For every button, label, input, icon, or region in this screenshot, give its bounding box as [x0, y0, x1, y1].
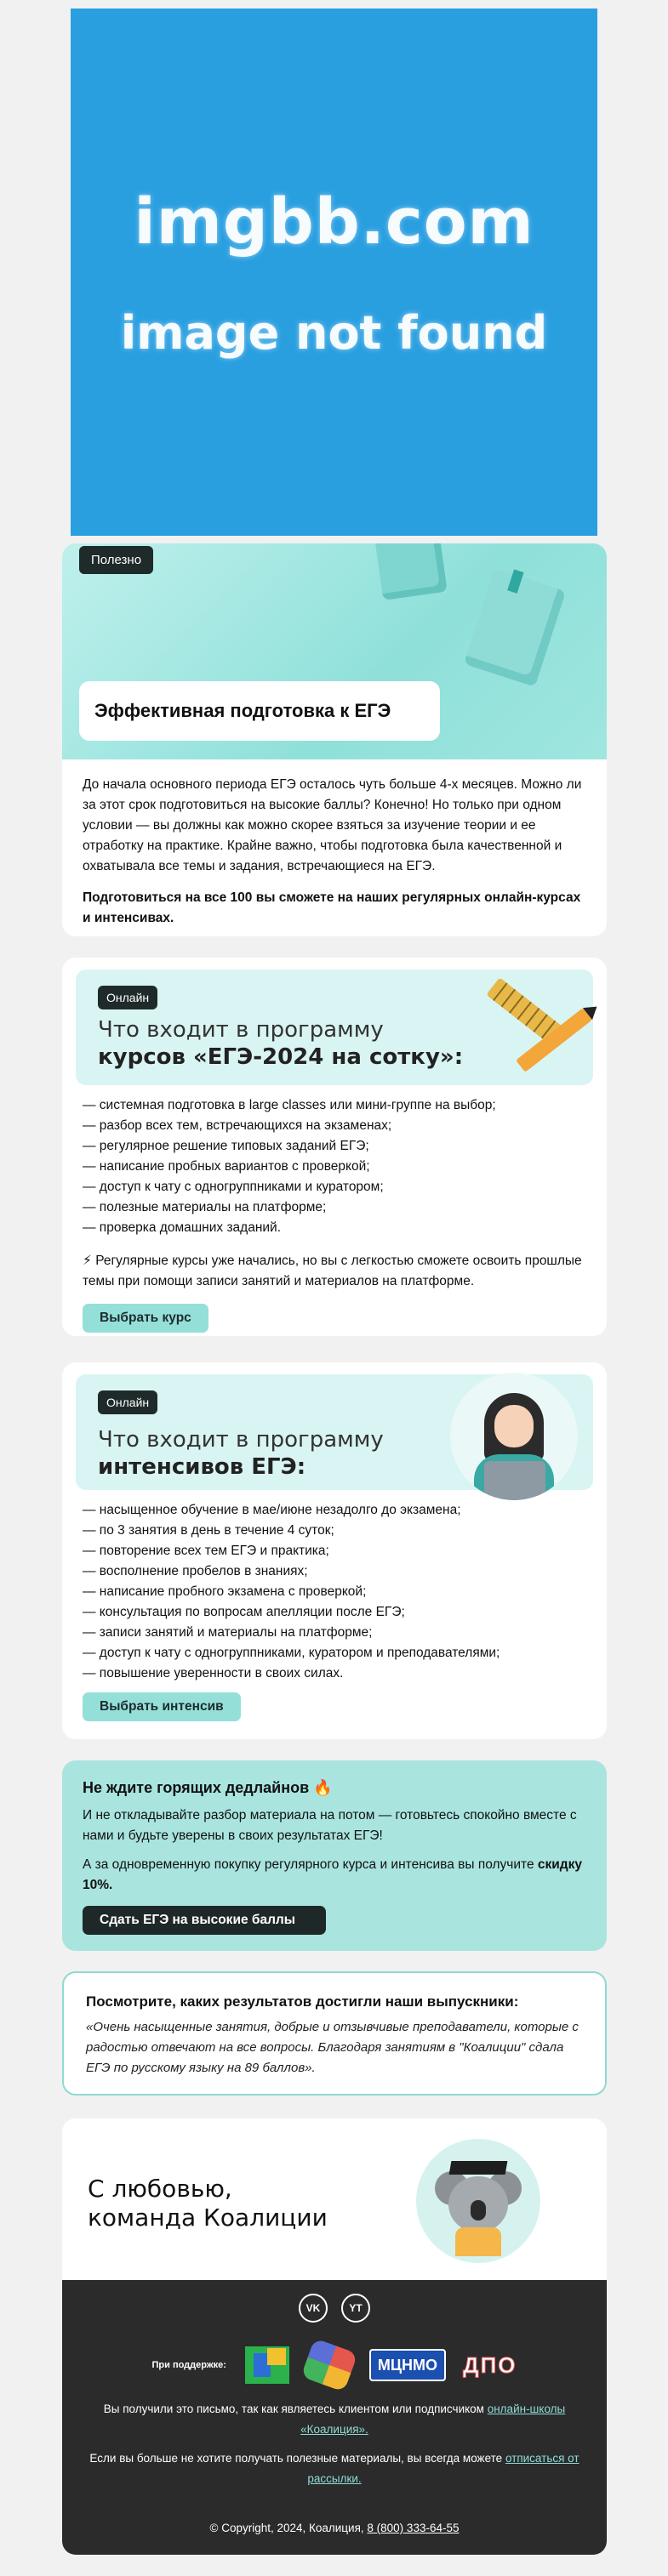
youtube-icon[interactable]: YT: [341, 2294, 370, 2323]
testimonial-quote: «Очень насыщенные занятия, добрые и отзывчивые преподаватели, которые с радостью отвечают на все вопросы. Благодаря занятиям в "Коалиции" сдала ЕГЭ по русскому языку на 89 баллов».: [86, 2020, 579, 2075]
article-card: [62, 543, 607, 936]
pass-exam-button[interactable]: Сдать ЕГЭ на высокие баллы: [83, 1906, 326, 1935]
list-item: — доступ к чату с одногруппниками, куратором и преподавателями;: [83, 1646, 500, 1660]
hero-line2: image not found: [120, 305, 548, 360]
legal-text-1: Вы получили это письмо, так как являетесь клиентом или подписчиком: [103, 2403, 488, 2415]
badge-online: Онлайн: [98, 1390, 157, 1414]
hero-line1: imgbb.com: [134, 185, 534, 259]
dpo-logo: ДПО: [463, 2351, 517, 2378]
list-item: — доступ к чату с одногруппниками и куратором;: [83, 1180, 384, 1194]
support-label: При поддержке:: [151, 2360, 226, 2370]
deadline-paragraph: И не откладывайте разбор материала на потом — готовьтесь спокойно вместе с нами и будьте уверены в своих результатах ЕГЭ!: [83, 1808, 577, 1843]
book-icon: [374, 543, 448, 600]
list-item: — консультация по вопросам апелляции после ЕГЭ;: [83, 1605, 405, 1619]
list-item: — проверка домашних заданий.: [83, 1220, 282, 1235]
intensives-card: [62, 1362, 607, 1739]
list-item: — записи занятий и материалы на платформе;: [83, 1625, 373, 1640]
list-item: — полезные материалы на платформе;: [83, 1200, 327, 1214]
list-item: — регулярное решение типовых заданий ЕГЭ;: [83, 1139, 369, 1153]
mccme-logo: МЦНМО: [369, 2349, 446, 2381]
phone-link[interactable]: 8 (800) 333-64-55: [367, 2522, 460, 2534]
list-item: — написание пробных вариантов с проверкой;: [83, 1159, 370, 1174]
legal-text: [88, 2399, 581, 2489]
courses-card: [62, 958, 607, 1336]
book-icon: [464, 568, 566, 686]
article-title: Эффективная подготовка к ЕГЭ: [79, 681, 440, 741]
unsubscribe-link[interactable]: отписаться от рассылки.: [307, 2452, 580, 2485]
choose-course-button[interactable]: Выбрать курс: [83, 1304, 208, 1333]
copyright: [62, 2522, 607, 2534]
discount-text: А за одновременную покупку регулярного курса и интенсива вы получите: [83, 1857, 538, 1872]
koala-mascot-icon: [416, 2139, 540, 2263]
footer-card: [62, 2118, 607, 2555]
partner-logo-1: [245, 2346, 289, 2384]
signature-line2: команда Коалиции: [88, 2204, 328, 2232]
legal-text-2: Если вы больше не хотите получать полезные материалы, вы всегда можете: [89, 2452, 505, 2465]
results-title: Посмотрите, каких результатов достигли наши выпускники:: [86, 1993, 519, 2010]
copyright-text: © Copyright, 2024, Коалиция,: [209, 2522, 368, 2534]
courses-list: [83, 1095, 586, 1238]
discount-paragraph: [83, 1855, 586, 1896]
badge-useful: Полезно: [79, 546, 153, 574]
discount-value: скидку 10%.: [83, 1857, 583, 1892]
footer-dark: [62, 2280, 607, 2555]
list-item: — восполнение пробелов в знаниях;: [83, 1564, 308, 1578]
student-laptop-icon: [450, 1373, 578, 1500]
vk-icon[interactable]: VK: [299, 2294, 328, 2323]
article-paragraph: До начала основного периода ЕГЭ осталось чуть больше 4-х месяцев. Можно ли за этот срок подготовиться на высокие баллы? Конечно! Но только при одном условии — вы должны как можно скорее взяться за изучение теории и ее отработку на практике. Крайне важно, чтобы подготовка была качественной и охватывала все темы и задания, встречающиеся на ЕГЭ.: [83, 777, 582, 873]
list-item: — разбор всех тем, встречающихся на экзаменах;: [83, 1118, 392, 1133]
social-links: [62, 2294, 607, 2323]
article-banner: [62, 543, 607, 759]
list-item: — системная подготовка в large classes или мини-группе на выбор;: [83, 1098, 496, 1112]
courses-note: ⚡ Регулярные курсы уже начались, но вы с легкостью сможете освоить прошлые темы при помощи записи занятий и материалов на платформе.: [83, 1254, 582, 1288]
hero-image-placeholder: [71, 9, 597, 536]
results-card: [62, 1971, 607, 2095]
article-bold-paragraph: Подготовиться на все 100 вы сможете на наших регулярных онлайн-курсах и интенсивах.: [83, 890, 581, 925]
list-item: — повышение уверенности в своих силах.: [83, 1666, 344, 1680]
partner-logo-2: [300, 2338, 357, 2392]
list-item: — насыщенное обучение в мае/июне незадолго до экзамена;: [83, 1503, 461, 1517]
support-logos: [62, 2345, 607, 2386]
intensives-title-line1: Что входит в программу: [98, 1427, 384, 1453]
list-item: — по 3 занятия в день в течение 4 суток;: [83, 1523, 334, 1538]
badge-online: Онлайн: [98, 986, 157, 1009]
courses-title-line2: курсов «ЕГЭ-2024 на сотку»:: [98, 1044, 464, 1070]
list-item: — написание пробного экзамена с проверкой;: [83, 1584, 367, 1599]
courses-banner: [76, 970, 593, 1085]
signature: [62, 2118, 607, 2280]
intensives-title-line2: интенсивов ЕГЭ:: [98, 1454, 306, 1480]
deadline-card: [62, 1760, 607, 1951]
courses-title-line1: Что входит в программу: [98, 1017, 384, 1043]
school-link[interactable]: онлайн-школы «Коалиция».: [300, 2403, 566, 2436]
list-item: — повторение всех тем ЕГЭ и практика;: [83, 1544, 329, 1558]
deadline-title: Не ждите горящих дедлайнов 🔥: [83, 1779, 333, 1796]
intensives-list: [83, 1500, 586, 1684]
intensives-banner: [76, 1374, 593, 1490]
choose-intensive-button[interactable]: Выбрать интенсив: [83, 1692, 241, 1721]
signature-line1: С любовью,: [88, 2175, 232, 2203]
